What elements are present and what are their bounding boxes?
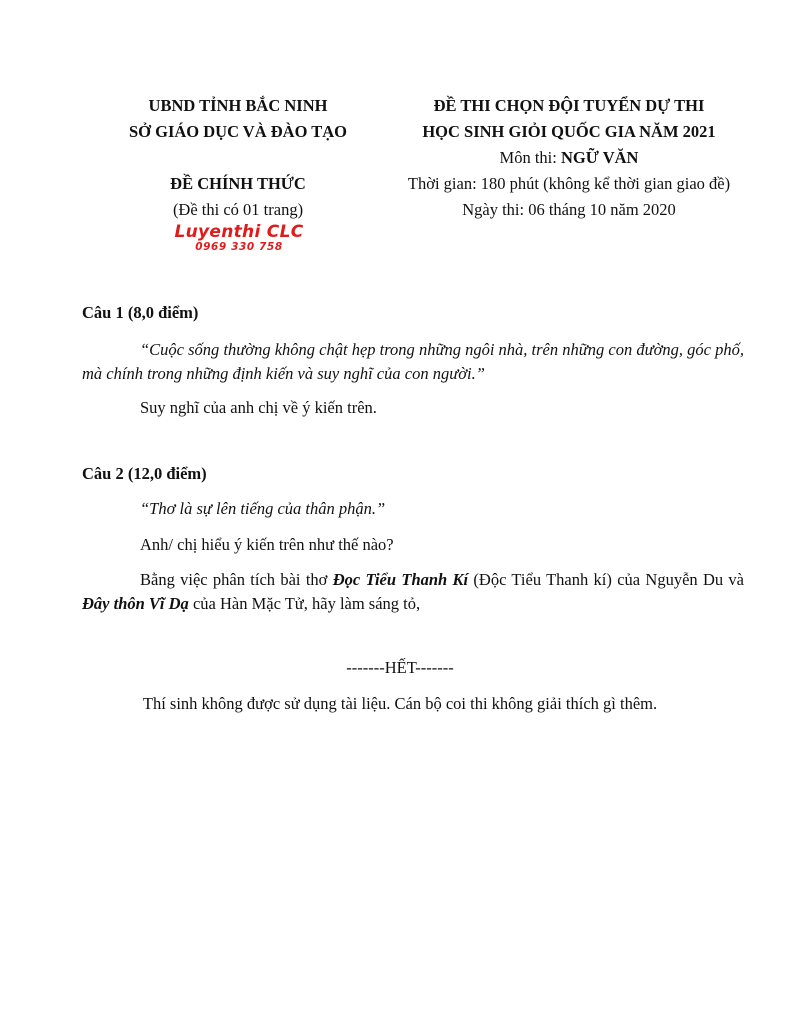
exam-duration: Thời gian: 180 phút (không kể thời gian giao đề) — [407, 174, 731, 193]
task-text-3: của Hàn Mặc Tử, hãy làm sáng tỏ, — [188, 594, 421, 613]
issuer-province: UBND TỈNH BẮC NINH — [148, 96, 328, 115]
candidate-note: Thí sinh không được sử dụng tài liệu. Cán bộ coi thi không giải thích gì thêm. — [142, 694, 658, 713]
question2-task — [82, 568, 744, 616]
subject-value: NGỮ VĂN — [560, 148, 639, 167]
exam-date: Ngày thi: 06 tháng 10 năm 2020 — [462, 200, 676, 219]
issuer-block — [108, 93, 368, 223]
exam-subject — [388, 145, 750, 171]
task-text-1: Bằng việc phân tích bài thơ — [140, 570, 333, 589]
exam-title: ĐỀ THI CHỌN ĐỘI TUYỂN DỰ THI — [433, 96, 705, 115]
watermark-logo — [164, 222, 314, 253]
issuer-department: SỞ GIÁO DỤC VÀ ĐÀO TẠO — [128, 122, 348, 141]
watermark-phone: 0969 330 758 — [195, 241, 283, 253]
task-text-2: (Độc Tiểu Thanh kí) của Nguyễn Du và — [468, 570, 744, 589]
exam-subtitle: HỌC SINH GIỎI QUỐC GIA NĂM 2021 — [422, 122, 716, 141]
question2-title: Câu 2 (12,0 điểm) — [82, 464, 207, 483]
exam-info-block — [388, 93, 750, 223]
poem-title-2: Đây thôn Vĩ Dạ — [82, 594, 189, 613]
poem-title-1: Đọc Tiểu Thanh Kí — [332, 570, 469, 589]
question1-quote: “Cuộc sống thường không chật hẹp trong những ngôi nhà, trên những con đường, góc phố, mà chính trong những định kiến và suy nghĩ của con người.” — [82, 340, 744, 383]
watermark-title: Luyenthi CLC — [174, 222, 304, 242]
question2-quote: “Thơ là sự lên tiếng của thân phận.” — [140, 499, 386, 518]
question1-title: Câu 1 (8,0 điểm) — [82, 303, 199, 322]
question2-prompt: Anh/ chị hiểu ý kiến trên như thế nào? — [140, 535, 394, 554]
question1-prompt: Suy nghĩ của anh chị về ý kiến trên. — [140, 398, 377, 417]
official-exam-label: ĐỀ CHÍNH THỨC — [170, 174, 306, 193]
page-count-note: (Đề thi có 01 trang) — [172, 200, 304, 219]
subject-label: Môn thi: — [499, 148, 561, 167]
end-marker: -------HẾT------- — [346, 658, 454, 677]
